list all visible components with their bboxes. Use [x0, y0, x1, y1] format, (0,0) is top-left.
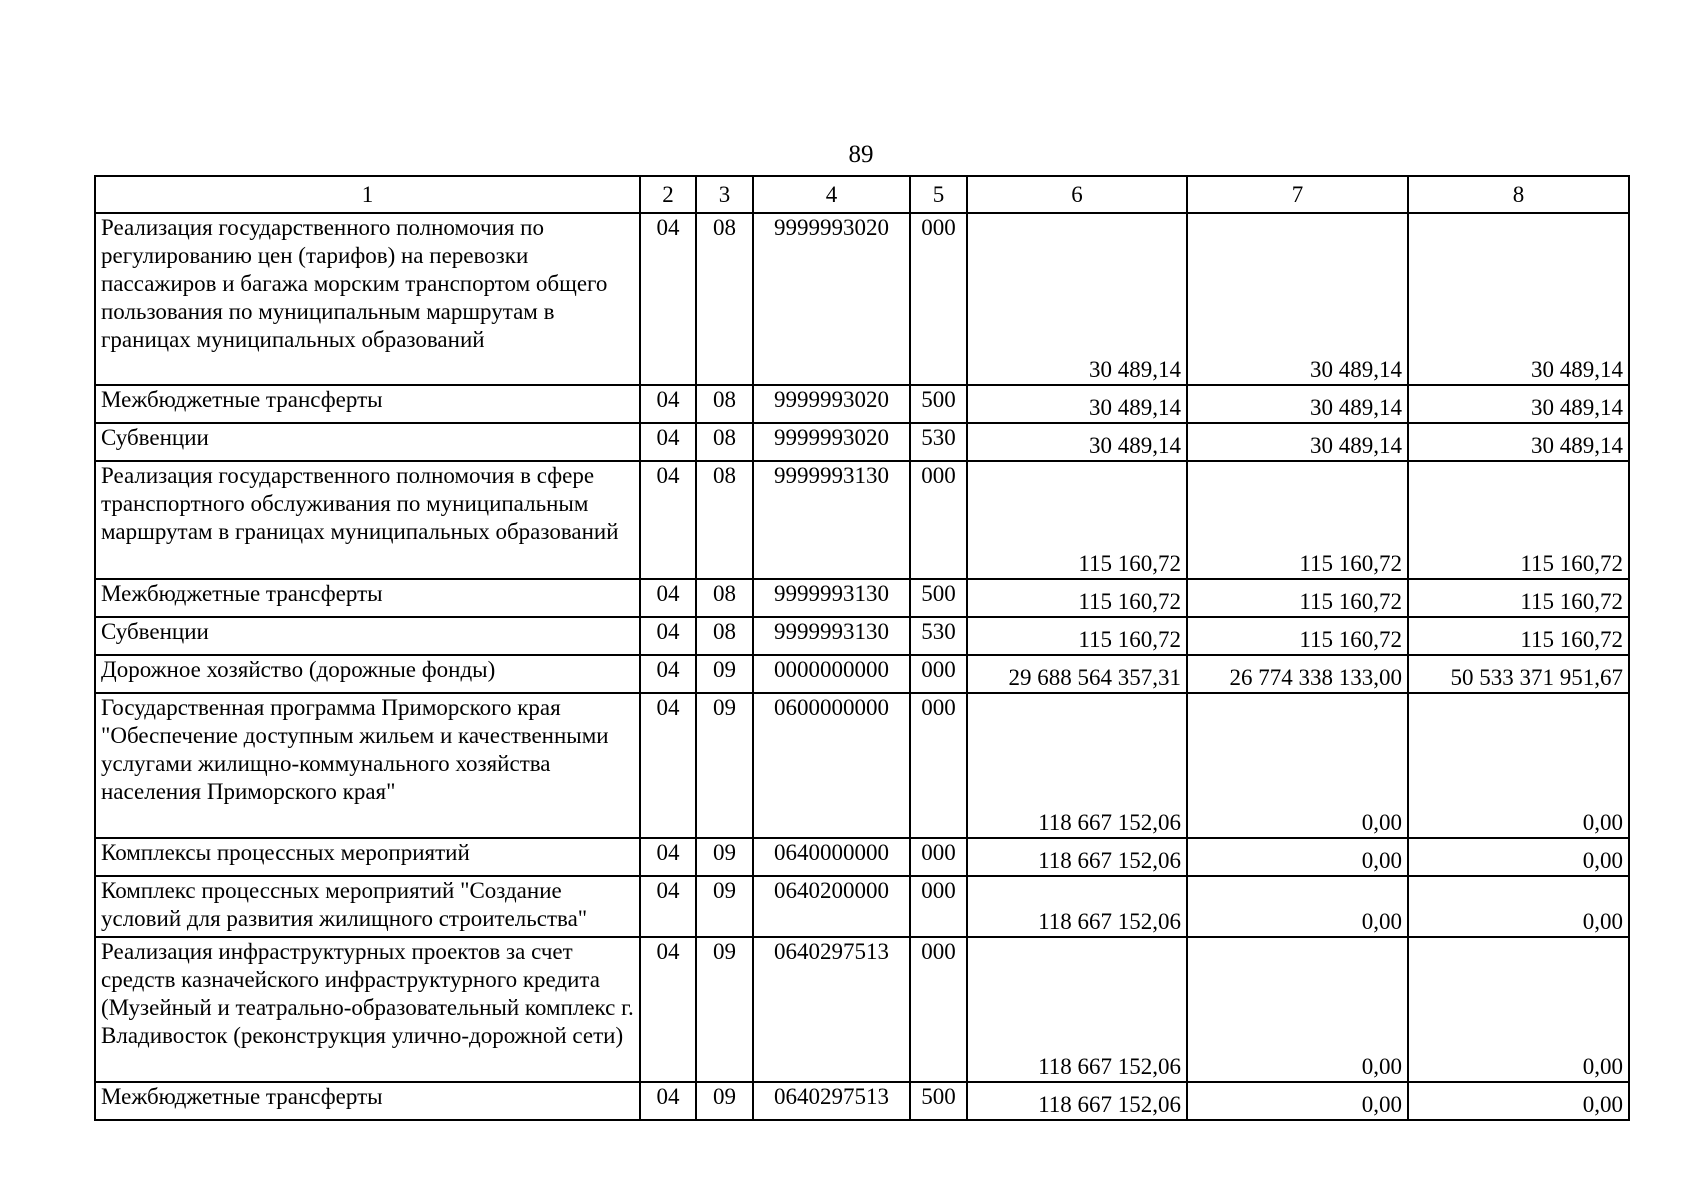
section-code: 04 [640, 693, 696, 838]
table-row [95, 423, 1629, 461]
amount-col-6: 118 667 152,06 [967, 937, 1187, 1082]
amount-col-7: 0,00 [1187, 876, 1408, 937]
expense-type-code: 000 [910, 213, 967, 385]
amount-col-8: 0,00 [1408, 693, 1629, 838]
amount-col-7: 30 489,14 [1187, 385, 1408, 423]
subsection-code: 09 [696, 937, 753, 1082]
table-row [95, 876, 1629, 937]
amount-col-7: 30 489,14 [1187, 213, 1408, 385]
table-row [95, 461, 1629, 579]
row-name: Реализация государственного полномочия по регулированию цен (тарифов) на перевозки пассажиров и багажа морским транспортом общего пользования по муниципальным маршрутам в границах муниципальных образований [95, 213, 640, 385]
expense-type-code: 000 [910, 838, 967, 876]
amount-col-6: 118 667 152,06 [967, 693, 1187, 838]
amount-col-8: 0,00 [1408, 937, 1629, 1082]
target-article-code: 0640297513 [753, 1082, 910, 1120]
row-name: Государственная программа Приморского края "Обеспечение доступным жильем и качественными услугами жилищно-коммунального хозяйства населения Приморского края" [95, 693, 640, 838]
expense-type-code: 000 [910, 876, 967, 937]
target-article-code: 9999993130 [753, 461, 910, 579]
amount-col-6: 30 489,14 [967, 385, 1187, 423]
target-article-code: 9999993020 [753, 423, 910, 461]
row-name: Субвенции [95, 423, 640, 461]
column-number: 4 [753, 176, 910, 213]
amount-col-6: 30 489,14 [967, 213, 1187, 385]
row-name: Комплекс процессных мероприятий "Создание условий для развития жилищного строительства" [95, 876, 640, 937]
section-code: 04 [640, 423, 696, 461]
subsection-code: 08 [696, 461, 753, 579]
row-name: Комплексы процессных мероприятий [95, 838, 640, 876]
section-code: 04 [640, 838, 696, 876]
amount-col-6: 115 160,72 [967, 617, 1187, 655]
row-name: Межбюджетные трансферты [95, 579, 640, 617]
table-row [95, 213, 1629, 385]
expense-type-code: 500 [910, 385, 967, 423]
section-code: 04 [640, 213, 696, 385]
row-name: Межбюджетные трансферты [95, 1082, 640, 1120]
amount-col-8: 115 160,72 [1408, 617, 1629, 655]
subsection-code: 09 [696, 655, 753, 693]
section-code: 04 [640, 579, 696, 617]
expense-type-code: 000 [910, 937, 967, 1082]
section-code: 04 [640, 655, 696, 693]
target-article-code: 9999993130 [753, 579, 910, 617]
table-row [95, 693, 1629, 838]
expense-type-code: 500 [910, 579, 967, 617]
amount-col-8: 30 489,14 [1408, 423, 1629, 461]
amount-col-7: 115 160,72 [1187, 617, 1408, 655]
target-article-code: 0640000000 [753, 838, 910, 876]
page-number: 89 [848, 141, 874, 168]
row-name: Дорожное хозяйство (дорожные фонды) [95, 655, 640, 693]
amount-col-6: 29 688 564 357,31 [967, 655, 1187, 693]
row-name: Реализация инфраструктурных проектов за счет средств казначейского инфраструктурного кредита (Музейный и театрально-образовательный комплекс г. Владивосток (реконструкция улично-дорожной сети) [95, 937, 640, 1082]
subsection-code: 08 [696, 213, 753, 385]
table-row [95, 655, 1629, 693]
amount-col-7: 0,00 [1187, 937, 1408, 1082]
table-row [95, 385, 1629, 423]
expense-type-code: 530 [910, 423, 967, 461]
section-code: 04 [640, 937, 696, 1082]
column-number: 3 [696, 176, 753, 213]
amount-col-6: 118 667 152,06 [967, 876, 1187, 937]
target-article-code: 9999993130 [753, 617, 910, 655]
row-name: Межбюджетные трансферты [95, 385, 640, 423]
amount-col-8: 0,00 [1408, 876, 1629, 937]
subsection-code: 09 [696, 876, 753, 937]
target-article-code: 0600000000 [753, 693, 910, 838]
column-number: 7 [1187, 176, 1408, 213]
amount-col-7: 0,00 [1187, 693, 1408, 838]
section-code: 04 [640, 461, 696, 579]
amount-col-7: 0,00 [1187, 1082, 1408, 1120]
subsection-code: 08 [696, 579, 753, 617]
amount-col-7: 26 774 338 133,00 [1187, 655, 1408, 693]
expense-type-code: 530 [910, 617, 967, 655]
amount-col-8: 30 489,14 [1408, 385, 1629, 423]
column-number: 8 [1408, 176, 1629, 213]
column-number: 2 [640, 176, 696, 213]
column-number: 6 [967, 176, 1187, 213]
subsection-code: 08 [696, 423, 753, 461]
column-number: 1 [95, 176, 640, 213]
amount-col-6: 30 489,14 [967, 423, 1187, 461]
amount-col-8: 0,00 [1408, 1082, 1629, 1120]
budget-table [94, 175, 1630, 1121]
expense-type-code: 000 [910, 461, 967, 579]
amount-col-8: 30 489,14 [1408, 213, 1629, 385]
section-code: 04 [640, 617, 696, 655]
table-row [95, 937, 1629, 1082]
target-article-code: 0000000000 [753, 655, 910, 693]
column-number: 5 [910, 176, 967, 213]
amount-col-6: 115 160,72 [967, 461, 1187, 579]
amount-col-6: 118 667 152,06 [967, 1082, 1187, 1120]
subsection-code: 08 [696, 385, 753, 423]
target-article-code: 9999993020 [753, 385, 910, 423]
amount-col-7: 30 489,14 [1187, 423, 1408, 461]
target-article-code: 9999993020 [753, 213, 910, 385]
subsection-code: 08 [696, 617, 753, 655]
amount-col-7: 115 160,72 [1187, 461, 1408, 579]
amount-col-8: 50 533 371 951,67 [1408, 655, 1629, 693]
section-code: 04 [640, 876, 696, 937]
section-code: 04 [640, 385, 696, 423]
amount-col-7: 115 160,72 [1187, 579, 1408, 617]
table-row [95, 617, 1629, 655]
expense-type-code: 500 [910, 1082, 967, 1120]
target-article-code: 0640297513 [753, 937, 910, 1082]
subsection-code: 09 [696, 693, 753, 838]
amount-col-6: 115 160,72 [967, 579, 1187, 617]
expense-type-code: 000 [910, 655, 967, 693]
row-name: Субвенции [95, 617, 640, 655]
amount-col-8: 0,00 [1408, 838, 1629, 876]
table-row [95, 1082, 1629, 1120]
amount-col-8: 115 160,72 [1408, 579, 1629, 617]
column-number-row [95, 176, 1629, 213]
expense-type-code: 000 [910, 693, 967, 838]
amount-col-6: 118 667 152,06 [967, 838, 1187, 876]
subsection-code: 09 [696, 1082, 753, 1120]
table-row [95, 838, 1629, 876]
section-code: 04 [640, 1082, 696, 1120]
table-row [95, 579, 1629, 617]
subsection-code: 09 [696, 838, 753, 876]
amount-col-8: 115 160,72 [1408, 461, 1629, 579]
row-name: Реализация государственного полномочия в сфере транспортного обслуживания по муниципальным маршрутам в границах муниципальных образований [95, 461, 640, 579]
target-article-code: 0640200000 [753, 876, 910, 937]
amount-col-7: 0,00 [1187, 838, 1408, 876]
